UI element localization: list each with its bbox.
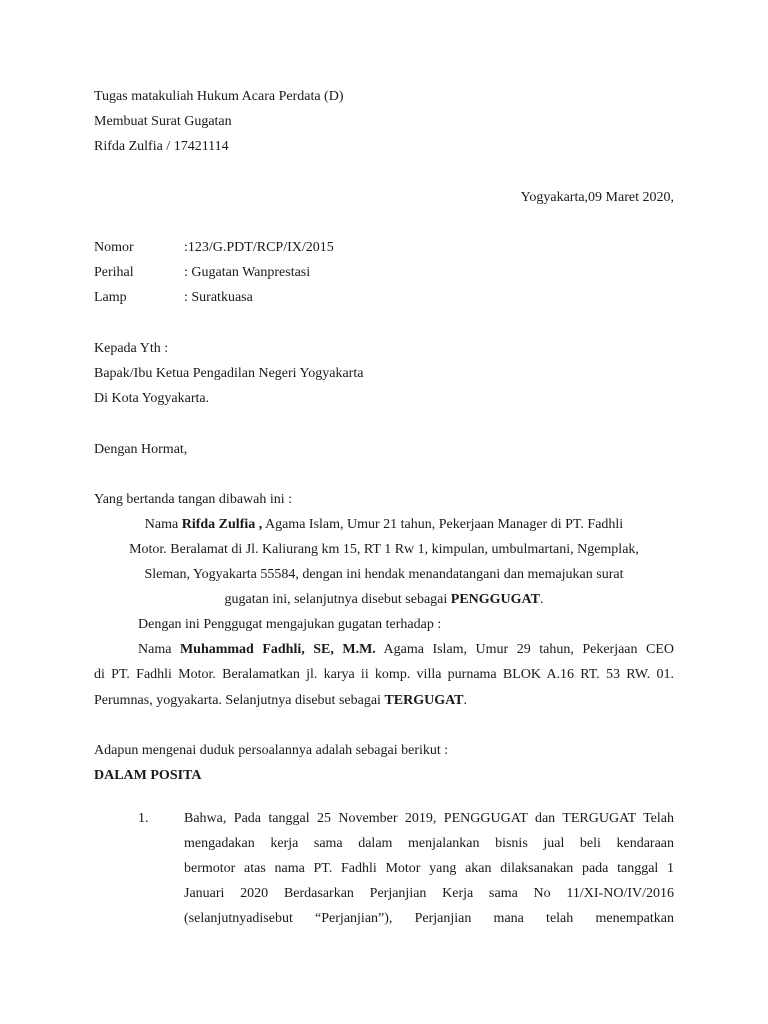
- case-intro: Adapun mengenai duduk persoalannya adalah sebagai berikut :: [94, 743, 449, 758]
- place-date: Yogyakarta,09 Maret 2020,: [520, 190, 674, 205]
- item-number: 1.: [138, 811, 149, 826]
- item1-line-3: bermotor atas nama PT. Fadhli Motor yang akan dilaksanakan pada tanggal 1: [184, 861, 674, 876]
- header-task: Membuat Surat Gugatan: [94, 114, 232, 129]
- tergugat-name: Muhammad Fadhli, SE, M.M.: [179, 642, 376, 657]
- penggugat-name: Rifda Zulfia ,: [181, 517, 263, 532]
- nomor-label: Nomor: [94, 240, 134, 255]
- section-title: DALAM POSITA: [94, 768, 202, 783]
- addressee-line-3: Di Kota Yogyakarta.: [94, 391, 210, 406]
- header-course: Tugas matakuliah Hukum Acara Perdata (D): [94, 89, 344, 104]
- addressee-line-1: Kepada Yth :: [94, 341, 169, 356]
- perihal-value: : Gugatan Wanprestasi: [184, 265, 311, 280]
- penggugat-line-2: Motor. Beralamat di Jl. Kaliurang km 15, RT 1 Rw 1, kimpulan, umbulmartani, Ngemplak,: [129, 542, 639, 557]
- item1-line-1: Bahwa, Pada tanggal 25 November 2019, PENGGUGAT dan TERGUGAT Telah: [184, 811, 674, 826]
- addressee-line-2: Bapak/Ibu Ketua Pengadilan Negeri Yogyakarta: [94, 366, 364, 381]
- tergugat-line-2: di PT. Fadhli Motor. Beralamatkan jl. karya ii komp. villa purnama BLOK A.16 RT. 53 RW. 01.: [94, 667, 674, 682]
- item1-line-5: (selanjutnyadisebut “Perjanjian”), Perjanjian mana telah menempatkan: [184, 911, 674, 926]
- greeting: Dengan Hormat,: [94, 442, 188, 457]
- penggugat-line-1: Nama Rifda Zulfia , Agama Islam, Umur 21 tahun, Pekerjaan Manager di PT. Fadhli: [144, 517, 624, 532]
- perihal-label: Perihal: [94, 265, 134, 280]
- penggugat-line-4: gugatan ini, selanjutnya disebut sebagai PENGGUGAT.: [224, 592, 544, 607]
- lamp-label: Lamp: [94, 290, 127, 305]
- tergugat-line-1: Nama Muhammad Fadhli, SE, M.M. Agama Islam, Umur 29 tahun, Pekerjaan CEO: [138, 642, 675, 657]
- item1-line-2: mengadakan kerja sama dalam menjalankan bisnis jual beli kendaraan: [184, 836, 674, 851]
- tergugat-line-3: Perumnas, yogyakarta. Selanjutnya disebut sebagai TERGUGAT.: [94, 693, 468, 708]
- intro-line: Yang bertanda tangan dibawah ini :: [94, 492, 293, 507]
- tergugat-role: TERGUGAT: [384, 693, 464, 708]
- header-author: Rifda Zulfia / 17421114: [94, 139, 229, 154]
- penggugat-role: PENGGUGAT: [450, 592, 540, 607]
- nomor-value: :123/G.PDT/RCP/IX/2015: [184, 240, 334, 255]
- penggugat-line-3: Sleman, Yogyakarta 55584, dengan ini hendak menandatangani dan memajukan surat: [144, 567, 624, 582]
- against-line: Dengan ini Penggugat mengajukan gugatan terhadap :: [138, 617, 442, 632]
- lamp-value: : Suratkuasa: [184, 290, 253, 305]
- item1-line-4: Januari 2020 Berdasarkan Perjanjian Kerja sama No 11/XI-NO/IV/2016: [184, 886, 674, 901]
